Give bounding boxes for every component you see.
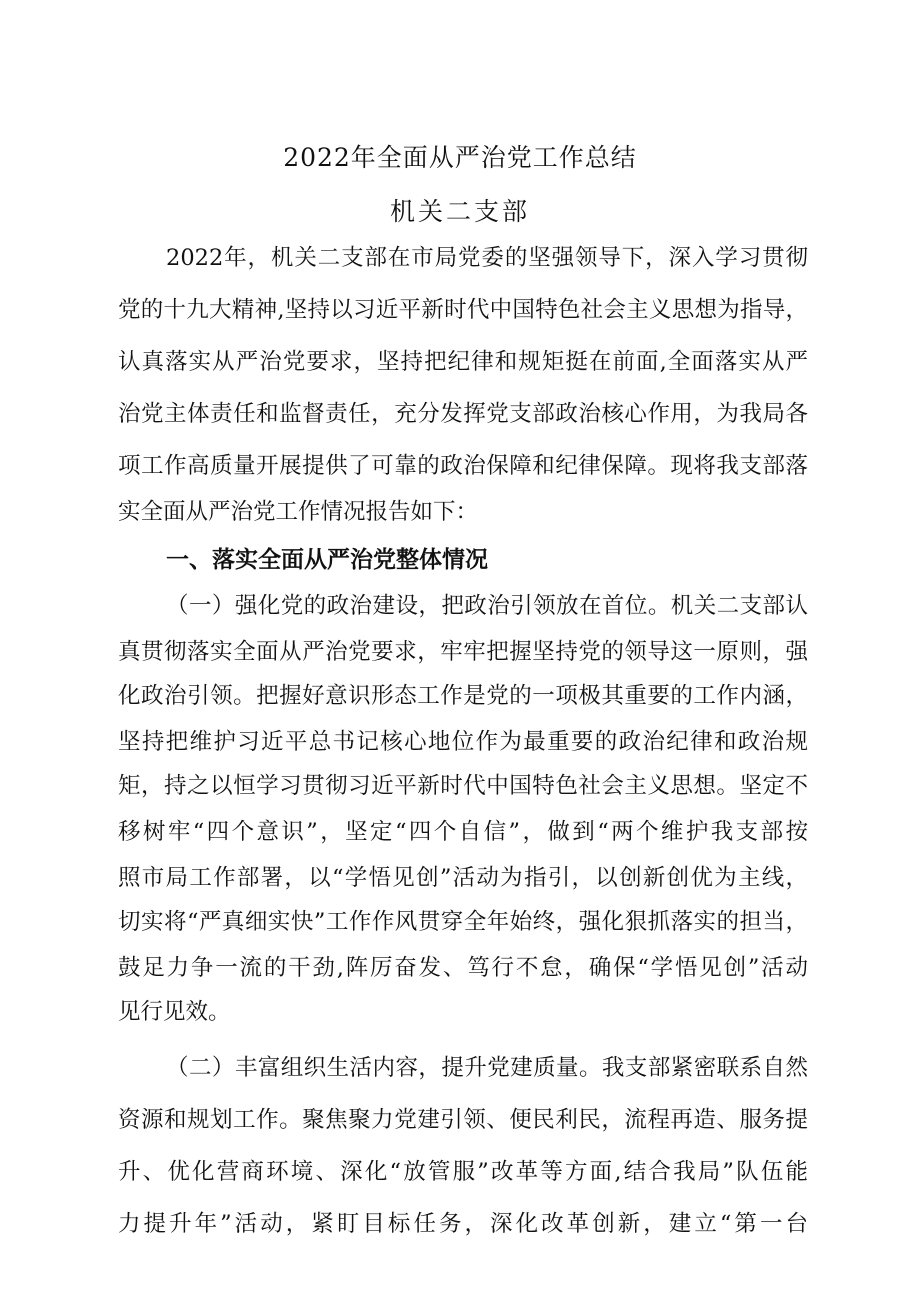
intro-line: 实全面从严治党工作情况报告如下： <box>118 499 479 525</box>
paragraph-line: 升、优化营商环境、深化“放管服”改革等方面,结合我局”队伍能 <box>118 1159 808 1185</box>
paragraph-line: 矩，持之以恒学习贯彻习近平新时代中国特色社会主义思想。坚定不 <box>118 773 808 799</box>
intro-line: 项工作高质量开展提供了可靠的政治保障和纪律保障。现将我支部落 <box>118 453 808 479</box>
paragraph-line: 坚持把维护习近平总书记核心地位作为最重要的政治纪律和政治规 <box>118 729 808 755</box>
document-title: 2022年全面从严治党工作总结 <box>283 143 637 172</box>
intro-line: 2022年，机关二支部在市局党委的坚强领导下，深入学习贯彻 <box>166 245 808 271</box>
paragraph-line: 照市局工作部署，以“学悟见创”活动为指引，以创新创优为主线， <box>118 865 808 891</box>
paragraph-line: （一）强化党的政治建设，把政治引领放在首位。机关二支部认 <box>166 593 808 619</box>
paragraph-line: 真贯彻落实全面从严治党要求，牢牢把握坚持党的领导这一原则，强 <box>118 639 808 665</box>
paragraph-line: 见行见效。 <box>118 999 231 1025</box>
intro-line: 认真落实从严治党要求，坚持把纪律和规矩挺在前面,全面落实从严 <box>118 349 808 375</box>
section-heading: 一、落实全面从严治党整体情况 <box>166 547 488 573</box>
paragraph-line: 鼓足力争一流的干劲,阵厉奋发、笃行不怠，确保“学悟见创”活动 <box>118 955 808 981</box>
paragraph-line: 资源和规划工作。聚焦聚力党建引领、便民利民，流程再造、服务提 <box>118 1107 808 1133</box>
paragraph-line: 力提升年”活动，紧盯目标任务，深化改革创新，建立“第一台 <box>118 1211 808 1237</box>
intro-line: 治党主体责任和监督责任，充分发挥党支部政治核心作用，为我局各 <box>118 401 808 427</box>
intro-line: 党的十九大精神,坚持以习近平新时代中国特色社会主义思想为指导， <box>118 297 808 323</box>
paragraph-line: （二）丰富组织生活内容，提升党建质量。我支部紧密联系自然 <box>166 1055 808 1081</box>
paragraph-line: 切实将“严真细实快”工作作风贯穿全年始终，强化狠抓落实的担当， <box>118 909 808 935</box>
document-subtitle: 机关二支部 <box>389 197 530 226</box>
paragraph-line: 移树牢“四个意识”，坚定“四个自信”，做到“两个维护我支部按 <box>118 819 808 845</box>
paragraph-line: 化政治引领。把握好意识形态工作是党的一项极其重要的工作内涵， <box>118 683 808 709</box>
